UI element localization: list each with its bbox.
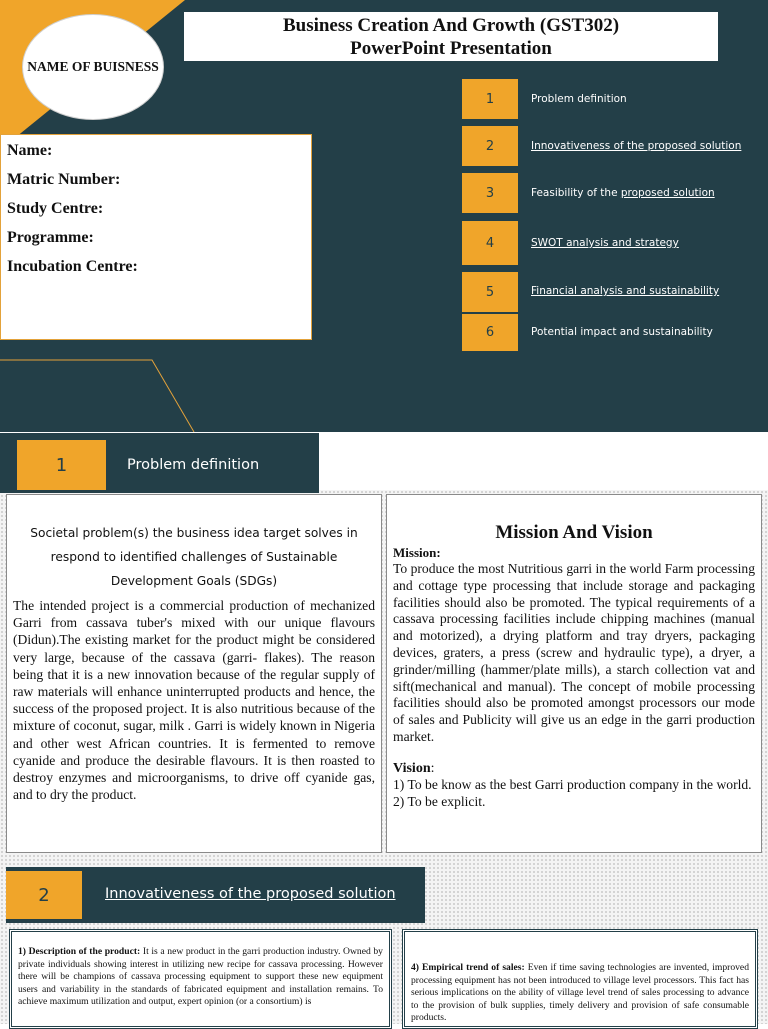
mission-vision-title: Mission And Vision: [495, 522, 653, 543]
field-matric-number: Matric Number:: [7, 171, 121, 188]
mission-text: To produce the most Nutritious garri in the world Farm processing and cottage type processing that include storage and packaging facilities should also be promoted. The typical requirements of a cassava processing facilities include chipping machines (manual and motorized), a drying platform and tray dryers, packaging devices, graters, a press (screw and hydraulic type), a dryer, a grinder/milling (hammer/plate mills), a starch collection vat and sift(mechanical and manual). The concept of mobile processing facilities should also be promoted amongst processors our mode of sales and Publicity will give us an edge in the garri production market.: [393, 561, 755, 744]
field-incubation-centre: Incubation Centre:: [7, 258, 138, 275]
presentation-subtitle: PowerPoint Presentation: [350, 38, 552, 59]
presentation-title-box: [184, 12, 718, 61]
section-1-title: Problem definition: [127, 457, 260, 473]
mission-label: Mission:: [393, 545, 441, 560]
business-name-placeholder: NAME OF BUISNESS: [22, 14, 164, 120]
agenda-number-6: 6: [462, 314, 518, 351]
field-programme: Programme:: [7, 229, 94, 246]
agenda-item-problem-definition: Problem definition: [531, 93, 627, 105]
section-2-banner: [6, 867, 425, 923]
mission-vision-box: [386, 494, 762, 853]
description-text: It is a new product in the garri production industry. Owned by private individuals showing interest in utilizing new recipe for cassava processing. However there will be champions of cassava processing equipment to support these new equipment users and variability in the standards of fabricated equipment and installation remains. To achieve maximum utilization and output, expert opinion (or a consortium) is: [18, 946, 383, 1008]
section-2-title: Innovativeness of the proposed solution: [105, 886, 396, 902]
field-study-centre: Study Centre:: [7, 200, 104, 217]
agenda-item-financial-analysis[interactable]: Financial analysis and sustainability: [531, 285, 720, 297]
section-1-banner: [0, 433, 319, 493]
presentation-title: Business Creation And Growth (GST302): [282, 15, 620, 36]
agenda-number-1: 1: [462, 79, 518, 119]
trend-label: 4) Empirical trend of sales:: [411, 962, 525, 973]
agenda-number-3: 3: [462, 173, 518, 213]
student-info-box: [0, 134, 312, 340]
problem-body: The intended project is a commercial production of mechanized Garri from cassava tuber's mixed with our unique flavours (Didun).The existing market for the product might be considered very large, because of the cassava (garri- flakes). The reason being that it is a new innovation because of the regular supply of raw materials will enhance uninterrupted products and hence, the success of the proposed project. It is also nutritious because of the mixture of coconut, sugar, milk . Garri is widely known in Nigeria and other west African countries. It is fermented to remove cyanide and produce the desirable flavours. It is then roasted to destroy enzymes and microorganisms, to drive off cyanide gas, and to dry the product.: [13, 598, 375, 803]
agenda-number-2: 2: [462, 126, 518, 166]
trend-text: Even if time saving technologies are invented, improved processing equipment has not been introduced to village level processors. This fact has serious implications on the ability of village level trend of sales processing to advance to the provision of bulk supplies, timely delivery and provision of safe consumable products.: [411, 962, 749, 1024]
agenda-item-swot[interactable]: SWOT analysis and strategy: [531, 237, 679, 249]
section-1-number: 1: [17, 440, 106, 490]
product-description-box: [9, 929, 392, 1029]
agenda-item-feasibility: [531, 187, 715, 199]
field-name: Name:: [7, 142, 53, 159]
sales-trend-box: [402, 929, 758, 1029]
agenda-item-feasibility-text: Feasibility of the: [531, 187, 621, 199]
agenda-number-4: 4: [462, 221, 518, 265]
problem-heading: Societal problem(s) the business idea target solves in respond to identified challenges of Sustainable Development Goals (SDGs): [30, 526, 358, 588]
agenda-number-5: 5: [462, 272, 518, 312]
description-label: 1) Description of the product:: [18, 946, 141, 957]
vision-colon: :: [430, 760, 435, 776]
title-slide: [0, 0, 768, 432]
vision-item-2: 2) To be explicit.: [393, 793, 486, 809]
vision-heading: [393, 760, 755, 777]
agenda-item-feasibility-link[interactable]: proposed solution: [620, 187, 715, 199]
decorative-line: [0, 340, 200, 432]
agenda-item-potential-impact: Potential impact and sustainability: [531, 326, 713, 338]
vision-item-1: 1) To be know as the best Garri production company in the world.: [393, 776, 752, 792]
vision-label: Vision: [393, 760, 431, 776]
agenda-item-innovativeness[interactable]: Innovativeness of the proposed solution: [531, 140, 742, 152]
problem-definition-box: [6, 494, 382, 853]
section-2-number: 2: [6, 871, 82, 919]
